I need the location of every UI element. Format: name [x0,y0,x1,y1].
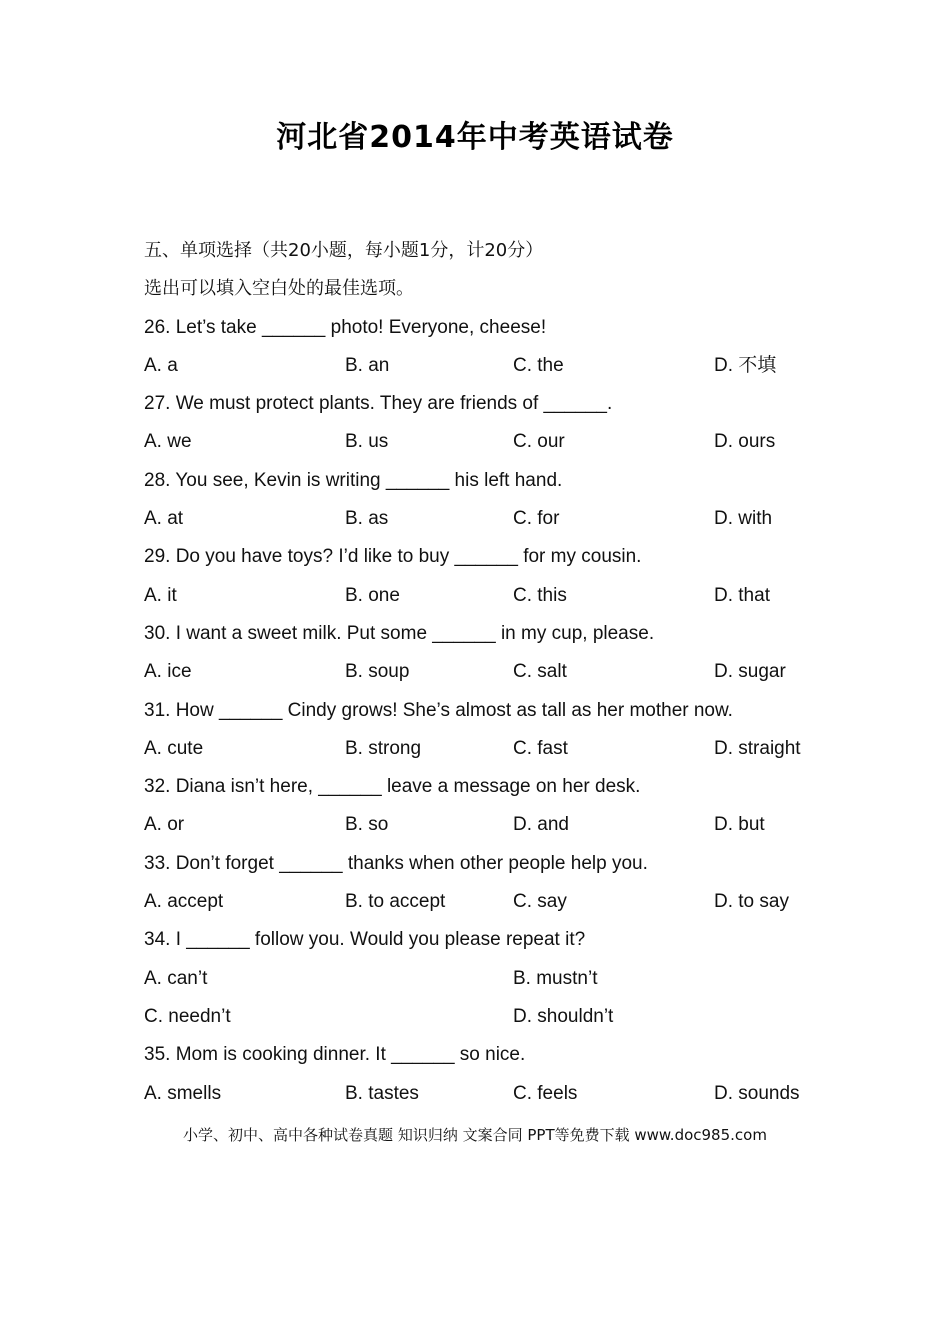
option-c: C. our [513,431,565,453]
option-d: D. 不填 [714,354,777,376]
option-c: C. fast [513,737,568,759]
option-d: D. straight [714,737,801,759]
option-a: A. a [144,354,178,376]
option-b: B. so [345,814,389,836]
option-c: C. salt [513,661,567,683]
option-a: A. can’t [144,967,208,989]
option-d: D. with [714,508,773,530]
option-row [144,806,824,844]
option-a: A. at [144,508,184,530]
option-row [144,883,824,921]
question-stem: 34. I ______ follow you. Would you please repeat it? [144,929,586,951]
question-stem: 26. Let’s take ______ photo! Everyone, cheese! [144,316,547,338]
option-row [144,960,824,998]
option-b: B. us [345,431,389,453]
option-d: D. to say [714,891,789,913]
option-b: B. as [345,508,389,530]
question-section [144,232,824,1113]
option-row [144,998,824,1036]
option-a: A. cute [144,737,204,759]
option-d: D. shouldn’t [513,1005,614,1027]
option-d: D. sugar [714,661,786,683]
option-c: D. and [513,814,569,836]
option-d: D. that [714,584,770,606]
section-heading: 五、单项选择（共20小题，每小题1分，计20分） [144,240,544,261]
option-b: B. soup [345,661,410,683]
option-a: A. ice [144,661,192,683]
question-stem: 30. I want a sweet milk. Put some ______ in my cup, please. [144,622,655,644]
option-c: C. feels [513,1082,578,1104]
question-stem: 27. We must protect plants. They are friends of ______. [144,393,613,415]
option-c: C. the [513,354,564,376]
option-d: D. ours [714,431,776,453]
option-c: C. this [513,584,567,606]
option-c: C. say [513,891,567,913]
option-row [144,423,824,461]
question-stem: 32. Diana isn’t here, ______ leave a message on her desk. [144,776,641,798]
option-a: A. or [144,814,185,836]
option-c: C. needn’t [144,1005,231,1027]
section-instruction: 选出可以填入空白处的最佳选项。 [144,278,414,300]
question-stem: 31. How ______ Cindy grows! She’s almost as tall as her mother now. [144,699,733,721]
option-b: B. strong [345,737,422,759]
option-a: A. we [144,431,192,453]
question-stem: 28. You see, Kevin is writing ______ his left hand. [144,469,563,491]
question-stem: 29. Do you have toys? I’d like to buy ______ for my cousin. [144,546,642,568]
option-row [144,347,824,385]
page-title: 河北省2014年中考英语试卷 [276,120,674,155]
question-stem: 35. Mom is cooking dinner. It ______ so nice. [144,1044,526,1066]
option-b: B. one [345,584,400,606]
option-row [144,653,824,691]
option-b: B. to accept [345,891,446,913]
option-a: A. smells [144,1082,222,1104]
option-b: B. tastes [345,1082,419,1104]
question-stem: 33. Don’t forget ______ thanks when other people help you. [144,852,648,874]
option-row [144,730,824,768]
option-a: A. it [144,584,177,606]
option-c: C. for [513,508,560,530]
option-row [144,1075,824,1113]
page-footer: 小学、初中、高中各种试卷真题 知识归纳 文案合同 PPT等免费下载 www.doc985.com [183,1126,767,1144]
option-row [144,577,824,615]
option-d: D. but [714,814,765,836]
option-row [144,500,824,538]
option-d: D. sounds [714,1082,800,1104]
option-a: A. accept [144,891,224,913]
option-b: B. mustn’t [513,967,598,989]
option-b: B. an [345,354,390,376]
